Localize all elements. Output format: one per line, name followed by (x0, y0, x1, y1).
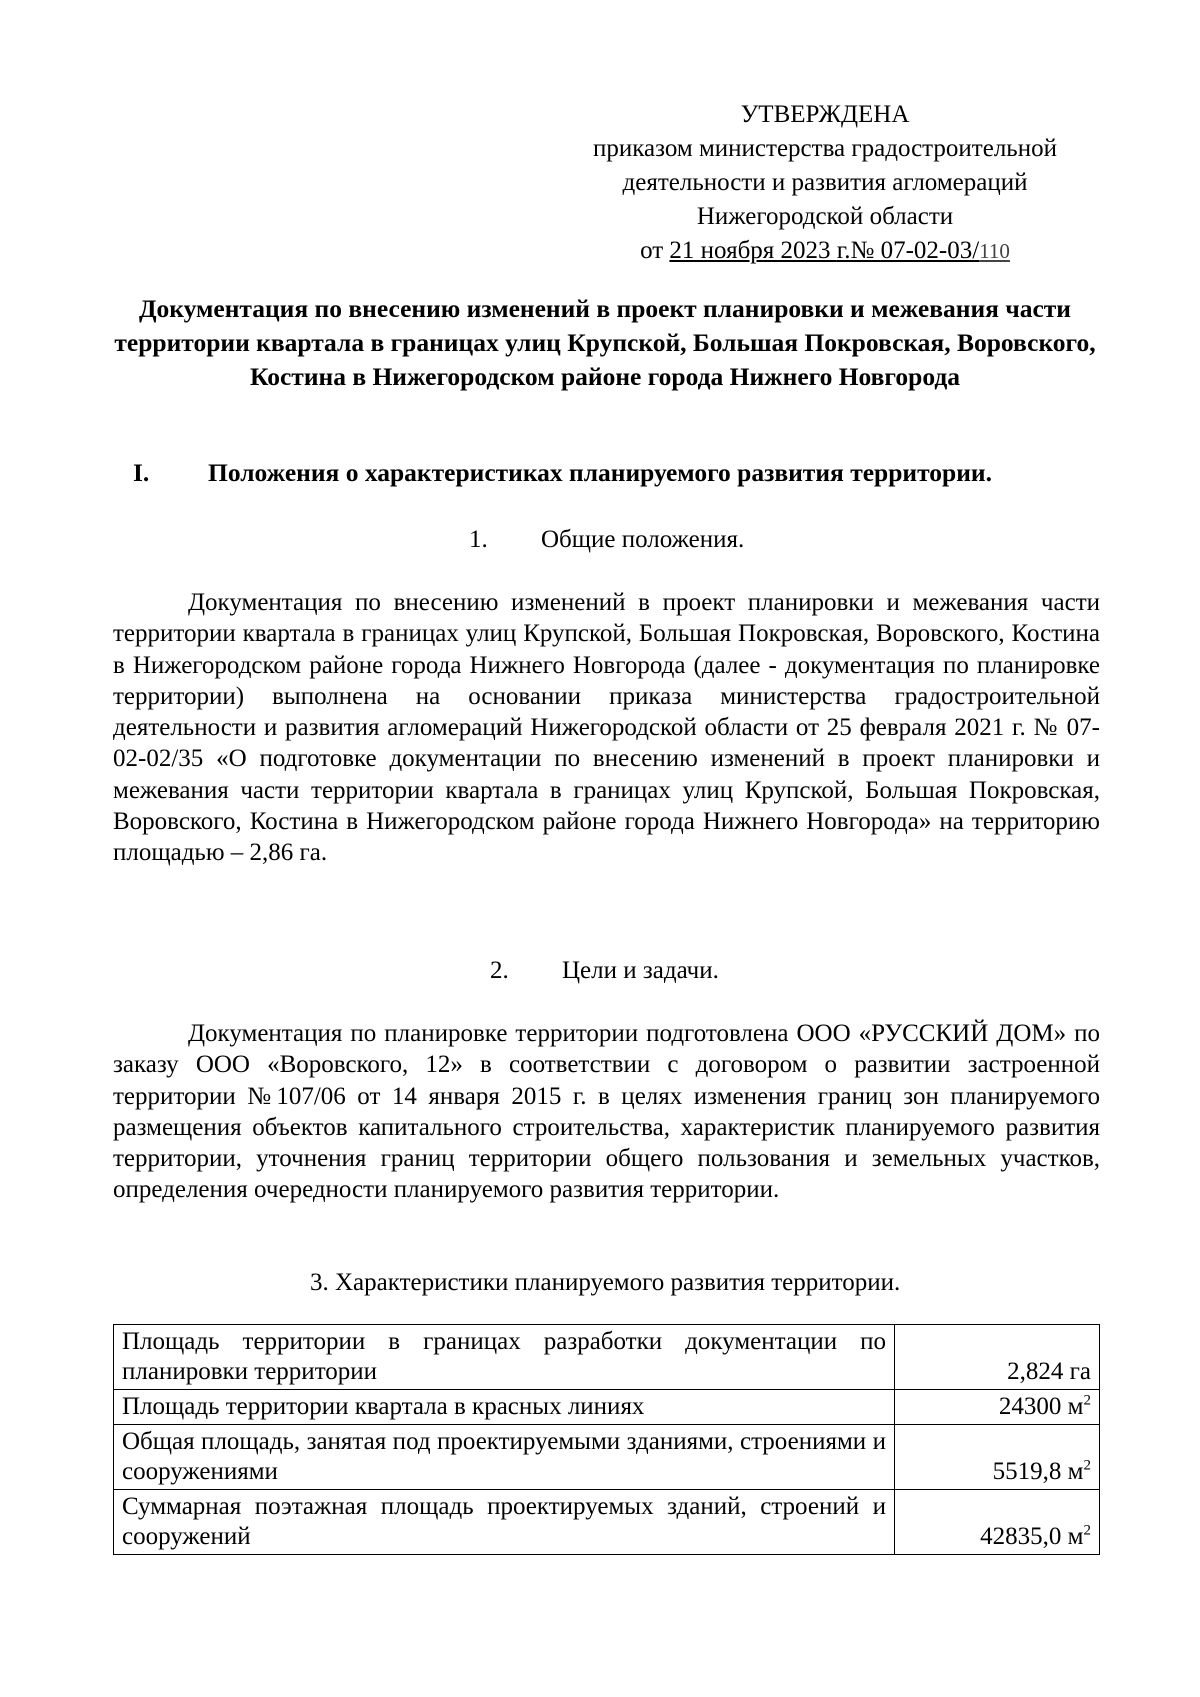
table-row (114, 1425, 1100, 1490)
approval-date-line (560, 234, 1090, 268)
unit-superscript: 2 (1083, 1392, 1091, 1409)
approval-title: УТВЕРЖДЕНА (740, 101, 910, 128)
table-cell-label: Суммарная поэтажная площадь проектируемых зданий, строений и сооружений (114, 1490, 895, 1555)
table-row (114, 1390, 1100, 1425)
approval-number-suffix: 110 (979, 239, 1010, 263)
approval-number: 07-02-03/ (880, 237, 980, 264)
section-heading (133, 456, 1103, 490)
table-cell-label: Площадь территории в границах разработки документации по планировки территории (114, 1325, 895, 1390)
table-cell-value (895, 1425, 1100, 1490)
paragraph-goals (113, 1018, 1100, 1206)
unit-superscript: 2 (1083, 1522, 1091, 1539)
subsection-heading-1 (469, 523, 744, 557)
subsection-heading-2 (490, 954, 719, 988)
table-row (114, 1325, 1100, 1390)
subsection-title-1: Общие положения. (541, 526, 745, 553)
paragraph-text-1: Документация по внесению изменений в проект планировки и межевания части территории квартала в границах улиц Крупской, Большая Покровская, Воровского, Костина в Нижегородском районе города Нижнего Новгорода (далее - документация по планировке территории) выполнена на основании приказа министерства градостроительной деятельности и развития агломераций Нижегородской области от 25 февраля 2021 г. № 07-02-02/35 «О подготовке документации по внесению изменений в проект планировки и межевания части территории квартала в границах улиц Крупской, Большая Покровская, Воровского, Костина в Нижегородском районе города Нижнего Новгорода» на территорию площадью – 2,86 га. (113, 589, 1100, 867)
approval-line-1: приказом министерства градостроительной (593, 135, 1057, 162)
approval-stamp (560, 98, 1090, 268)
approval-date-prefix: от (640, 237, 670, 264)
section-number: I. (133, 458, 150, 487)
paragraph-text-2: Документация по планировке территории подготовлена ООО «РУССКИЙ ДОМ» по заказу ООО «Воровского, 12» в соответствии с договором о развитии застроенной территории №107/06 от 14 января 2015 г. в целях изменения границ зон планируемого размещения объектов капитального строительства, характеристик планируемого развития территории, уточнения границ территории общего пользования и земельных участков, определения очередности планируемого развития территории. (113, 1020, 1100, 1204)
table-cell-value (895, 1490, 1100, 1555)
value-text: 24300 м (998, 1393, 1084, 1420)
table-row (114, 1490, 1100, 1555)
table-cell-label: Площадь территории квартала в красных линиях (114, 1390, 895, 1425)
document-title: Документация по внесению изменений в проект планировки и межевания части территории квартала в границах улиц Крупской, Большая Покровская, Воровского, Костина в Нижегородском районе города Нижнего Новгорода (114, 294, 1096, 391)
section-title: Положения о характеристиках планируемого развития территории. (208, 458, 992, 487)
approval-line-3: Нижегородской области (696, 203, 954, 230)
value-text: 2,824 га (1007, 1358, 1091, 1385)
approval-date-suffix: г.№ (836, 237, 881, 264)
subsection-title-3: 3. Характеристики планируемого развития территории. (310, 1269, 901, 1296)
subsection-title-2: Цели и задачи. (562, 957, 719, 984)
subsection-number-1: 1. (469, 526, 488, 553)
approval-date: 21 ноября 2023 (669, 237, 837, 264)
value-text: 42835,0 м (980, 1523, 1084, 1550)
table-cell-value (895, 1390, 1100, 1425)
characteristics-table (113, 1324, 1100, 1555)
paragraph-general-provisions (113, 587, 1100, 869)
approval-line-2: деятельности и развития агломераций (622, 169, 1028, 196)
table-cell-value (895, 1325, 1100, 1390)
table-cell-label: Общая площадь, занятая под проектируемыми зданиями, строениями и сооружениями (114, 1425, 895, 1490)
subsection-number-2: 2. (490, 957, 509, 984)
unit-superscript: 2 (1083, 1457, 1091, 1474)
value-text: 5519,8 м (992, 1458, 1084, 1485)
subsection-heading-3 (310, 1266, 900, 1300)
